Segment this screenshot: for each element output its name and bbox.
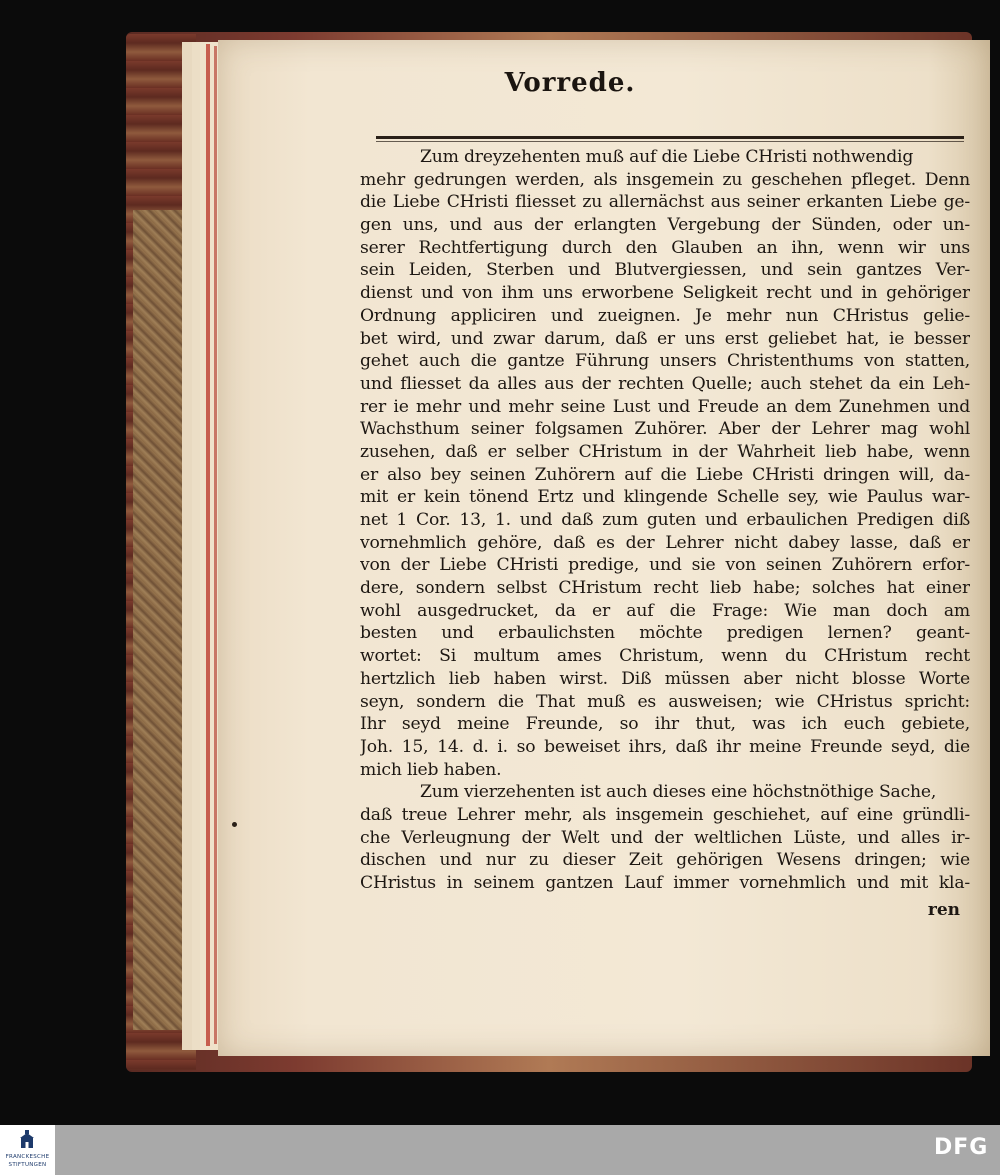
head-rule-thin	[376, 141, 964, 142]
running-head: Vorrede.	[504, 68, 636, 98]
text-line: wortet: Si multum ames Christum, wenn du CHristum recht	[360, 646, 970, 667]
catchword: ren	[927, 900, 960, 920]
red-page-edge	[206, 44, 210, 1046]
text-line: die Liebe CHristi fliesset zu allernächst aus seiner erkanten Liebe ge-	[360, 192, 970, 213]
text-line: seyn, sondern die That muß es ausweisen; wie CHristus spricht:	[360, 691, 970, 712]
text-line: gen uns, und aus der erlangten Vergebung der Sünden, oder un-	[360, 215, 970, 236]
text-line: dienst und von ihm uns erworbene Seligkeit recht und in gehöriger	[360, 283, 970, 304]
text-line: und fliesset da alles aus der rechten Quelle; auch stehet da ein Leh-	[360, 373, 970, 394]
text-line: besten und erbaulichsten möchte predigen lernen? geant-	[360, 623, 970, 644]
text-line: dere, sondern selbst CHristum recht lieb habe; solches hat einer	[360, 578, 970, 599]
text-line: mehr gedrungen werden, als insgemein zu geschehen pfleget. Denn	[360, 169, 970, 190]
text-line: daß treue Lehrer mehr, als insgemein geschiehet, auf eine gründli-	[360, 804, 970, 825]
dfg-logo[interactable]: DFG	[934, 1135, 989, 1160]
text-line: wohl ausgedrucket, da er auf die Frage: Wie man doch am	[360, 600, 970, 621]
text-line: Joh. 15, 14. d. i. so beweiset ihrs, daß ihr meine Freunde seyd, die	[360, 736, 970, 757]
page-body	[360, 146, 970, 895]
text-line: gehet auch die gantze Führung unsers Christenthums von statten,	[360, 351, 970, 372]
building-icon	[19, 1130, 35, 1150]
text-line: Wachsthum seiner folgsamen Zuhörer. Aber der Lehrer mag wohl	[360, 419, 970, 440]
text-line: CHristus in seinem gantzen Lauf immer vornehmlich und mit kla-	[360, 873, 970, 893]
text-line: bet wird, und zwar darum, daß er uns erst geliebet hat, ie besser	[360, 328, 970, 349]
text-line: rer ie mehr und mehr seine Lust und Freude an dem Zunehmen und	[360, 396, 970, 417]
library-name-line2: STIFTUNGEN	[8, 1162, 47, 1168]
ink-speck	[232, 822, 237, 827]
text-line: sein Leiden, Sterben und Blutvergiessen, und sein gantzes Ver-	[360, 260, 970, 281]
text-line: dischen und nur zu dieser Zeit gehörigen Wesens dringen; wie	[360, 850, 970, 871]
library-logo[interactable]	[0, 1125, 55, 1175]
text-line: hertzlich lieb haben wirst. Diß müssen aber nicht blosse Worte	[360, 668, 970, 689]
text-line: Ihr seyd meine Freunde, so ihr thut, was ich euch gebiete,	[360, 714, 970, 735]
head-rule	[376, 136, 964, 139]
text-line: Zum dreyzehenten muß auf die Liebe CHristi nothwendig	[420, 147, 914, 167]
text-line: Zum vierzehenten ist auch dieses eine höchstnöthige Sache,	[420, 782, 937, 803]
text-line: von der Liebe CHristi predige, und sie von seinen Zuhörern erfor-	[360, 555, 970, 576]
text-line: net 1 Cor. 13, 1. und daß zum guten und erbaulichen Predigen diß	[360, 510, 970, 530]
text-line: serer Rechtfertigung durch den Glauben an ihn, wenn wir uns	[360, 237, 970, 258]
library-name-line1: FRANCKESCHE	[5, 1154, 50, 1160]
text-line: Ordnung appliciren und zueignen. Je mehr nun CHristus gelie-	[360, 305, 970, 326]
marbled-board	[133, 210, 183, 1030]
text-line: er also bey seinen Zuhörern auf die Liebe CHristi dringen will, da-	[360, 464, 970, 485]
red-page-edge	[214, 46, 217, 1044]
text-line: che Verleugnung der Welt und der weltlichen Lüste, und alles ir-	[360, 827, 970, 848]
viewer-footer	[0, 1125, 1000, 1175]
text-line: vornehmlich gehöre, daß es der Lehrer nicht dabey lasse, daß er	[360, 532, 970, 553]
text-line: mit er kein tönend Ertz und klingende Schelle sey, wie Paulus war-	[360, 487, 970, 508]
text-line: mich lieb haben.	[360, 759, 502, 780]
text-line: zusehen, daß er selber CHristum in der Wahrheit lieb habe, wenn	[360, 441, 970, 462]
